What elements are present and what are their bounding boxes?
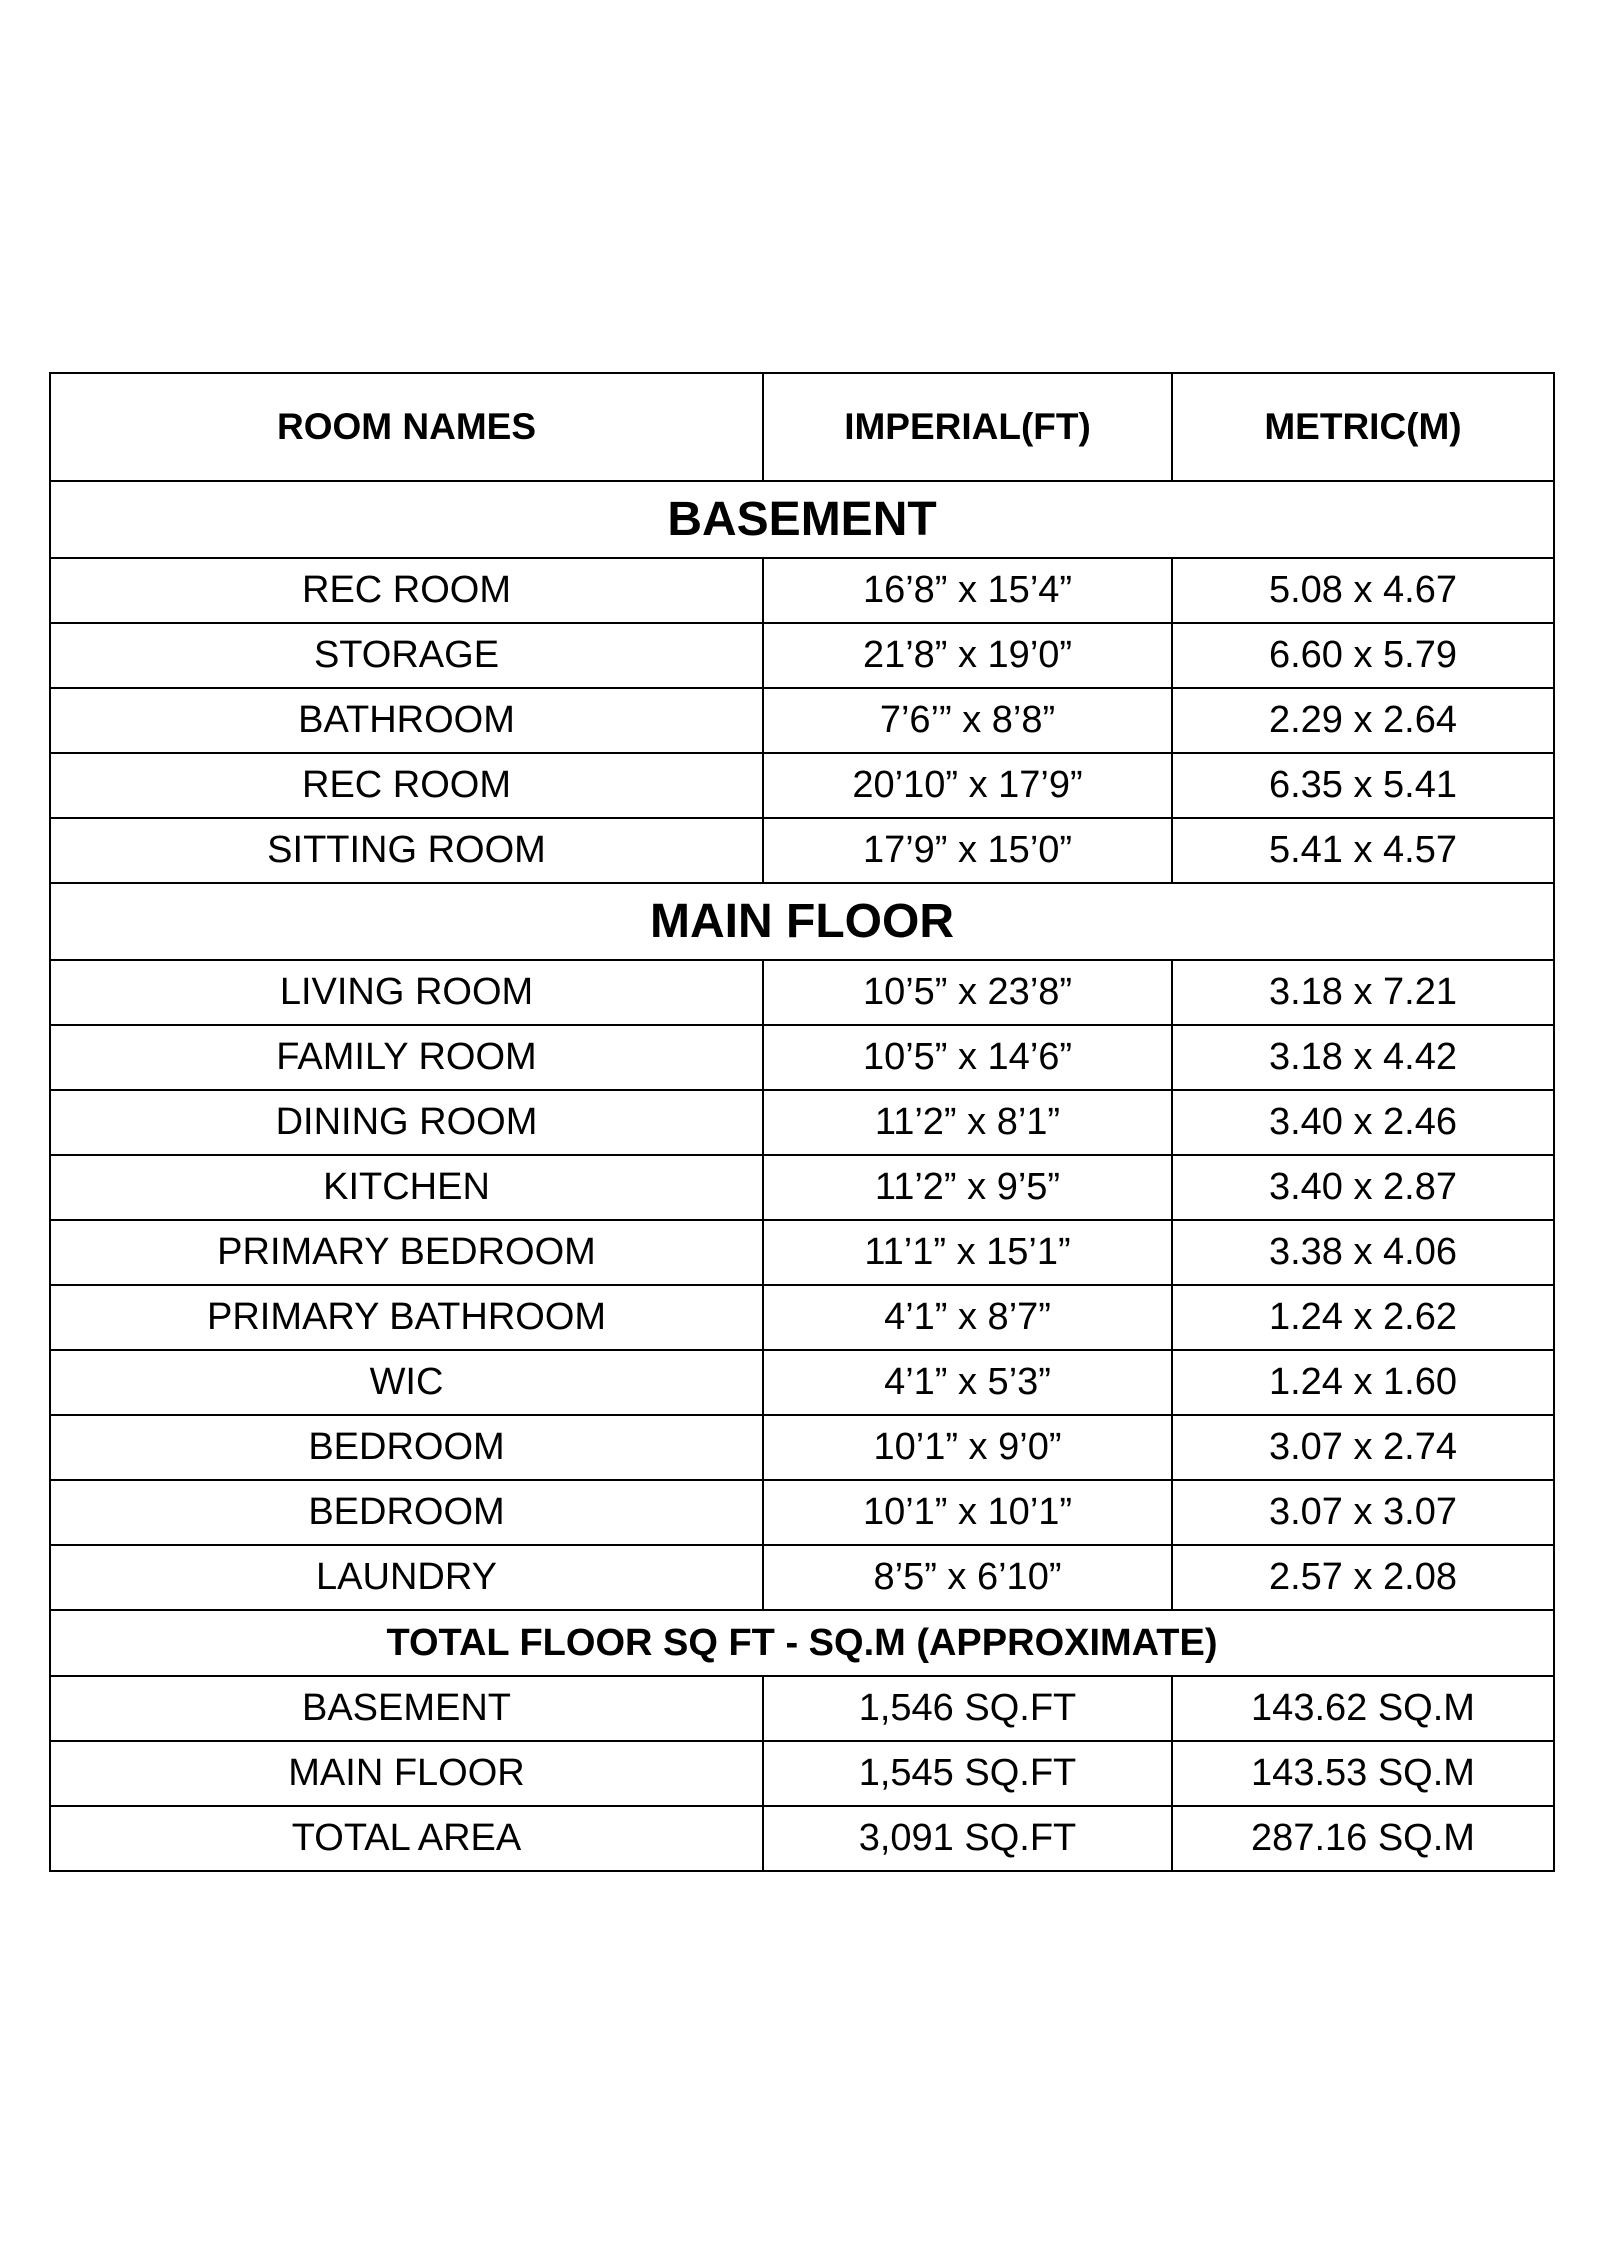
- table-row: [50, 1415, 1554, 1480]
- section-header-basement: [50, 481, 1554, 558]
- imperial-cell: 10’1” x 10’1”: [763, 1480, 1172, 1545]
- table-row: [50, 1025, 1554, 1090]
- metric-cell: 3.40 x 2.46: [1172, 1090, 1554, 1155]
- metric-cell: 1.24 x 1.60: [1172, 1350, 1554, 1415]
- table-row: [50, 818, 1554, 883]
- room-name-cell: TOTAL AREA: [50, 1806, 763, 1871]
- table-row: [50, 623, 1554, 688]
- room-name-cell: MAIN FLOOR: [50, 1741, 763, 1806]
- section-title: TOTAL FLOOR SQ FT - SQ.M (APPROXIMATE): [50, 1610, 1554, 1676]
- imperial-cell: 1,546 SQ.FT: [763, 1676, 1172, 1741]
- table-row: [50, 960, 1554, 1025]
- room-name-cell: PRIMARY BATHROOM: [50, 1285, 763, 1350]
- table-row: [50, 1220, 1554, 1285]
- table-row: [50, 1676, 1554, 1741]
- metric-cell: 3.40 x 2.87: [1172, 1155, 1554, 1220]
- table-row: [50, 753, 1554, 818]
- metric-cell: 143.53 SQ.M: [1172, 1741, 1554, 1806]
- imperial-cell: 11’1” x 15’1”: [763, 1220, 1172, 1285]
- room-name-cell: KITCHEN: [50, 1155, 763, 1220]
- room-name-cell: REC ROOM: [50, 558, 763, 623]
- header-metric: METRIC(M): [1172, 373, 1554, 481]
- metric-cell: 3.18 x 4.42: [1172, 1025, 1554, 1090]
- metric-cell: 287.16 SQ.M: [1172, 1806, 1554, 1871]
- metric-cell: 5.08 x 4.67: [1172, 558, 1554, 623]
- room-name-cell: LAUNDRY: [50, 1545, 763, 1610]
- metric-cell: 1.24 x 2.62: [1172, 1285, 1554, 1350]
- imperial-cell: 3,091 SQ.FT: [763, 1806, 1172, 1871]
- table-row: [50, 1350, 1554, 1415]
- imperial-cell: 10’5” x 23’8”: [763, 960, 1172, 1025]
- table-row: [50, 1285, 1554, 1350]
- room-name-cell: BEDROOM: [50, 1480, 763, 1545]
- imperial-cell: 4’1” x 5’3”: [763, 1350, 1172, 1415]
- metric-cell: 3.38 x 4.06: [1172, 1220, 1554, 1285]
- imperial-cell: 11’2” x 9’5”: [763, 1155, 1172, 1220]
- imperial-cell: 4’1” x 8’7”: [763, 1285, 1172, 1350]
- table-row: [50, 1741, 1554, 1806]
- imperial-cell: 17’9” x 15’0”: [763, 818, 1172, 883]
- metric-cell: 3.07 x 3.07: [1172, 1480, 1554, 1545]
- metric-cell: 6.60 x 5.79: [1172, 623, 1554, 688]
- imperial-cell: 8’5” x 6’10”: [763, 1545, 1172, 1610]
- room-name-cell: FAMILY ROOM: [50, 1025, 763, 1090]
- header-imperial: IMPERIAL(FT): [763, 373, 1172, 481]
- room-name-cell: STORAGE: [50, 623, 763, 688]
- imperial-cell: 10’1” x 9’0”: [763, 1415, 1172, 1480]
- section-header-totals: [50, 1610, 1554, 1676]
- table-row: [50, 688, 1554, 753]
- table-row: [50, 1545, 1554, 1610]
- table-row: [50, 1806, 1554, 1871]
- room-name-cell: PRIMARY BEDROOM: [50, 1220, 763, 1285]
- table-row: [50, 558, 1554, 623]
- metric-cell: 2.57 x 2.08: [1172, 1545, 1554, 1610]
- table-row: [50, 1090, 1554, 1155]
- room-name-cell: BATHROOM: [50, 688, 763, 753]
- imperial-cell: 1,545 SQ.FT: [763, 1741, 1172, 1806]
- room-name-cell: LIVING ROOM: [50, 960, 763, 1025]
- section-title: BASEMENT: [50, 481, 1554, 558]
- metric-cell: 5.41 x 4.57: [1172, 818, 1554, 883]
- imperial-cell: 7’6’” x 8’8”: [763, 688, 1172, 753]
- header-room-names: ROOM NAMES: [50, 373, 763, 481]
- room-name-cell: DINING ROOM: [50, 1090, 763, 1155]
- room-name-cell: SITTING ROOM: [50, 818, 763, 883]
- imperial-cell: 10’5” x 14’6”: [763, 1025, 1172, 1090]
- room-dimensions-table: [49, 372, 1555, 1872]
- table-row: [50, 1155, 1554, 1220]
- table-row: [50, 1480, 1554, 1545]
- room-name-cell: BEDROOM: [50, 1415, 763, 1480]
- imperial-cell: 21’8” x 19’0”: [763, 623, 1172, 688]
- table-header-row: [50, 373, 1554, 481]
- room-name-cell: REC ROOM: [50, 753, 763, 818]
- metric-cell: 2.29 x 2.64: [1172, 688, 1554, 753]
- room-name-cell: BASEMENT: [50, 1676, 763, 1741]
- metric-cell: 3.07 x 2.74: [1172, 1415, 1554, 1480]
- section-header-main-floor: [50, 883, 1554, 960]
- section-title: MAIN FLOOR: [50, 883, 1554, 960]
- imperial-cell: 16’8” x 15’4”: [763, 558, 1172, 623]
- room-name-cell: WIC: [50, 1350, 763, 1415]
- metric-cell: 3.18 x 7.21: [1172, 960, 1554, 1025]
- imperial-cell: 20’10” x 17’9”: [763, 753, 1172, 818]
- metric-cell: 143.62 SQ.M: [1172, 1676, 1554, 1741]
- imperial-cell: 11’2” x 8’1”: [763, 1090, 1172, 1155]
- metric-cell: 6.35 x 5.41: [1172, 753, 1554, 818]
